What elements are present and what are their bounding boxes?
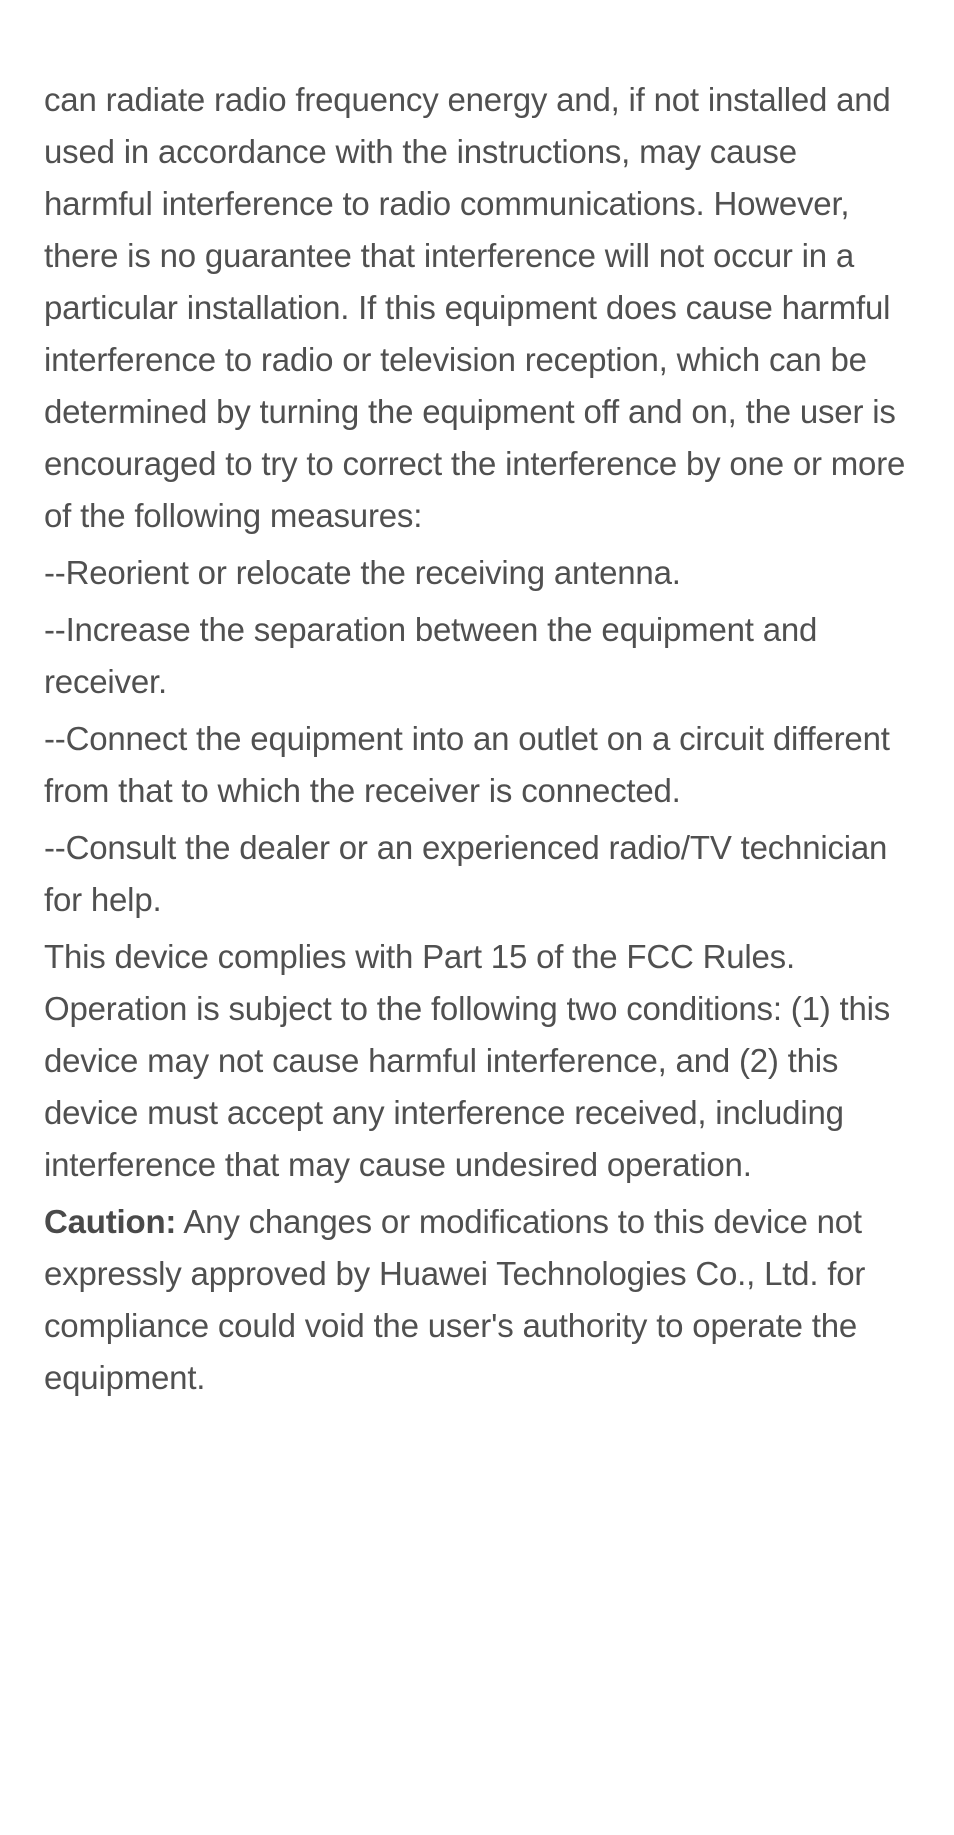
measure-item-2: --Increase the separation between the equipment and receiver. bbox=[44, 611, 818, 700]
measure-item-3: --Connect the equipment into an outlet on a circuit different from that to which the receiver is connected. bbox=[44, 720, 890, 809]
document-body bbox=[44, 74, 914, 1409]
caution-text: Any changes or modifications to this device not expressly approved by Huawei Technologies Co., Ltd. for compliance could void the user's authority to operate the equipment. bbox=[44, 1203, 866, 1396]
caution-paragraph bbox=[44, 1196, 914, 1404]
measure-item-1: --Reorient or relocate the receiving antenna. bbox=[44, 554, 681, 591]
intro-paragraph: can radiate radio frequency energy and, if not installed and used in accordance with the instructions, may cause harmful interference to radio communications. However, there is no guarantee that interference will not occur in a particular installation. If this equipment does cause harmful interference to radio or television reception, which can be determined by turning the equipment off and on, the user is encouraged to try to correct the interference by one or more of the following measures: bbox=[44, 81, 906, 534]
measure-item-4: --Consult the dealer or an experienced radio/TV technician for help. bbox=[44, 829, 888, 918]
caution-label: Caution: bbox=[44, 1203, 177, 1240]
fcc-statement-paragraph: This device complies with Part 15 of the FCC Rules. Operation is subject to the following two conditions: (1) this device may not cause harmful interference, and (2) this device must accept any interference received, including interference that may cause undesired operation. bbox=[44, 938, 891, 1183]
